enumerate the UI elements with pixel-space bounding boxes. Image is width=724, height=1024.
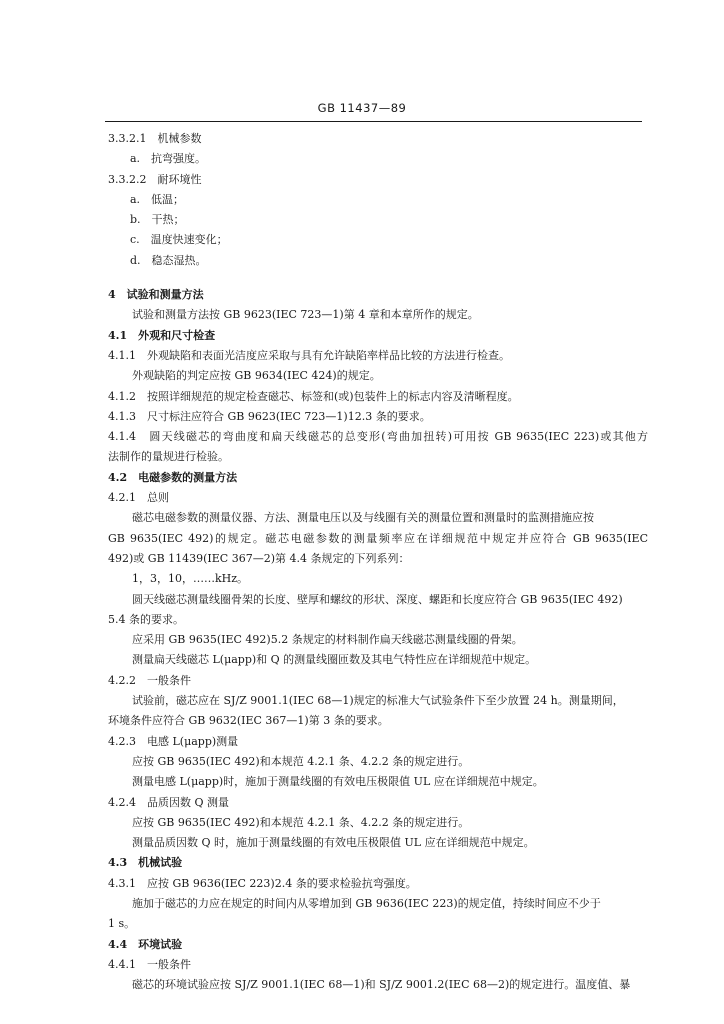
paragraph: 测量品质因数 Q 时，施加于测量线圈的有效电压极限值 UL 应在详细规范中规定。	[132, 836, 535, 850]
clause-4-2-4: 4.2.4 品质因数 Q 测量	[108, 795, 229, 809]
section-4-4-heading: 4.4 环境试验	[108, 937, 183, 951]
clause-4-1-1: 4.1.1 外观缺陷和表面光洁度应采取与具有允许缺陷率样品比较的方法进行检查。	[108, 348, 510, 362]
section-4-1-heading: 4.1 外观和尺寸检查	[108, 328, 216, 342]
list-item: a. 低温；	[130, 192, 185, 206]
paragraph: 应采用 GB 9635(IEC 492)5.2 条规定的材料制作扁天线磁芯测量线圈的骨架。	[132, 633, 523, 647]
paragraph: 试验和测量方法按 GB 9623(IEC 723—1)第 4 章和本章所作的规定。	[132, 308, 479, 322]
paragraph: 施加于磁芯的力应在规定的时间内从零增加到 GB 9636(IEC 223)的规定值，持续时间应不少于	[132, 896, 601, 910]
clause-4-2-3: 4.2.3 电感 L(μapp)测量	[108, 734, 239, 748]
clause-3-3-2-2: 3.3.2.2 耐环境性	[108, 172, 202, 186]
paragraph-continuation: 环境条件应符合 GB 9632(IEC 367—1)第 3 条的要求。	[108, 714, 389, 728]
section-4-2-heading: 4.2 电磁参数的测量方法	[108, 470, 238, 484]
paragraph-continuation: 492)或 GB 11439(IEC 367—2)第 4.4 条规定的下列系列：	[108, 551, 410, 565]
list-item: d. 稳态湿热。	[130, 253, 207, 267]
paragraph: 外观缺陷的判定应按 GB 9634(IEC 424)的规定。	[132, 369, 381, 383]
paragraph: 磁芯的环境试验应按 SJ/Z 9001.1(IEC 68—1)和 SJ/Z 9001.2(IEC 68—2)的规定进行。温度值、暴	[132, 978, 631, 992]
page-header: GB 11437—89	[317, 101, 407, 115]
paragraph: 磁芯电磁参数的测量仪器、方法、测量电压以及与线圈有关的测量位置和测量时的监测措施应按	[132, 511, 594, 525]
clause-4-2-2: 4.2.2 一般条件	[108, 673, 191, 687]
document-body	[0, 129, 724, 995]
clause-4-4-1: 4.4.1 一般条件	[108, 957, 191, 971]
clause-4-3-1: 4.3.1 应按 GB 9636(IEC 223)2.4 条的要求检验抗弯强度。	[108, 876, 417, 890]
list-item: a. 抗弯强度。	[130, 152, 207, 166]
clause-3-3-2-1: 3.3.2.1 机械参数	[108, 132, 202, 145]
clause-4-1-4: 4.1.4 圆天线磁芯的弯曲度和扁天线磁芯的总变形(弯曲加扭转)可用按 GB 9635(IEC 223)或其他方	[108, 430, 648, 444]
clause-4-1-2: 4.1.2 按照详细规范的规定检查磁芯、标签和(或)包装件上的标志内容及清晰程度。	[108, 389, 519, 403]
section-4-heading: 4 试验和测量方法	[108, 288, 204, 302]
frequency-series: 1，3，10，……kHz。	[132, 572, 249, 586]
paragraph: 应按 GB 9635(IEC 492)和本规范 4.2.1 条、4.2.2 条的规定进行。	[132, 754, 470, 768]
paragraph-continuation: 1 s。	[108, 917, 136, 931]
section-4-3-heading: 4.3 机械试验	[108, 856, 183, 870]
clause-4-1-3: 4.1.3 尺寸标注应符合 GB 9623(IEC 723—1)12.3 条的要求。	[108, 409, 431, 423]
list-item: c. 温度快速变化；	[130, 233, 228, 247]
paragraph-continuation: GB 9635(IEC 492)的规定。磁芯电磁参数的测量频率应在详细规范中规定并应符合 GB 9635(IEC	[108, 531, 648, 545]
paragraph: 应按 GB 9635(IEC 492)和本规范 4.2.1 条、4.2.2 条的规定进行。	[132, 815, 470, 829]
paragraph-continuation: 5.4 条的要求。	[108, 612, 184, 626]
paragraph: 测量电感 L(μapp)时，施加于测量线圈的有效电压极限值 UL 应在详细规范中规定。	[132, 775, 544, 789]
list-item: b. 干热；	[130, 213, 185, 227]
clause-4-2-1: 4.2.1 总则	[108, 491, 169, 505]
paragraph: 圆天线磁芯测量线圈骨架的长度、壁厚和螺纹的形状、深度、螺距和长度应符合 GB 9635(IEC 492)	[132, 592, 623, 606]
paragraph: 测量扁天线磁芯 L(μapp)和 Q 的测量线圈匝数及其电气特性应在详细规范中规定。	[132, 653, 537, 667]
paragraph: 试验前，磁芯应在 SJ/Z 9001.1(IEC 68—1)规定的标准大气试验条件下至少放置 24 h。测量期间，	[132, 694, 624, 708]
header-rule	[105, 121, 642, 122]
paragraph-continuation: 法制作的量规进行检验。	[108, 450, 229, 464]
section-gap	[0, 271, 724, 285]
